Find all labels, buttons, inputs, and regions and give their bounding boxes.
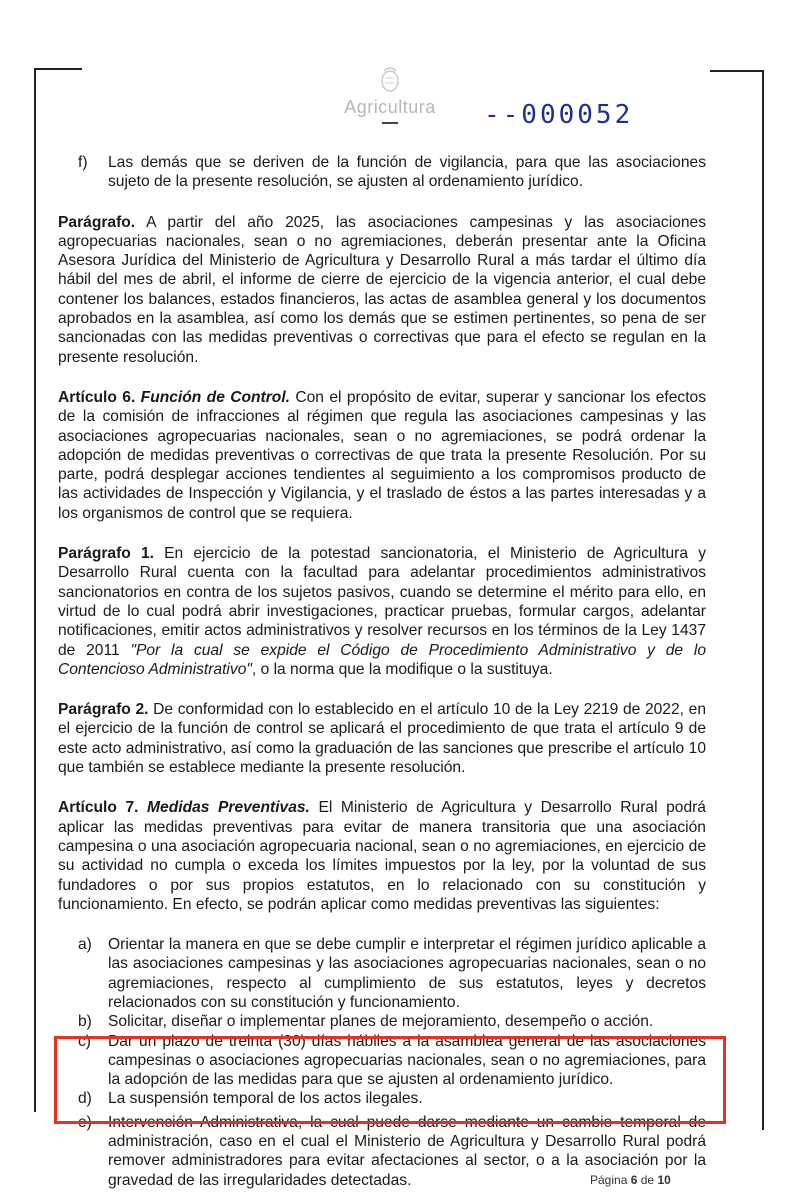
paragrafo-text: A partir del año 2025, las asociaciones campesinas y las asociaciones agropecuarias nacionales, sean o no agremiaciones, deberán presentar ante la Oficina Asesora Jurídica del Ministerio de Agricultura y Desarrollo Rural a más tardar el último día hábil del mes de abril, el informe de cierre de ejercicio de la vigencia anterior, el cual debe contener los balances, estados financieros, las actas de asamblea general y los documentos aprobados en la asamblea, así como los demás que se estimen pertinentes, so pena de ser sancionadas con las medidas preventivas o correctivas que para el efecto se regulan en la presente resolución.: [58, 213, 706, 366]
list-text: Intervención Administrativa, la cual puede darse mediante un cambio temporal de administración, caso en el cual el Ministerio de Agricultura y Desarrollo Rural podrá remover administradores para evitar afectaciones al sector, o a la asociación por la gravedad de las irregularidades detectadas.: [108, 1113, 706, 1189]
articulo-6-heading: Artículo 6.: [58, 388, 136, 406]
list-label: f): [78, 154, 88, 171]
list-label: c): [78, 1032, 91, 1050]
crop-mark-top-left-h: [34, 68, 82, 70]
list-label: a): [78, 936, 92, 954]
articulo-6-text: Con el propósito de evitar, superar y sancionar los efectos de la comisión de infracciones al régimen que regula las asociaciones campesinas y las asociaciones agropecuarias nacionales, sean o no agremiaciones, se podrá ordenar la adopción de medidas preventivas o correctivas de que trata la presente Resolución. Por su parte, podrá desplegar acciones tendientes al seguimiento a los compromisos producto de las actividades de Inspección y Vigilancia, y el traslado de éstos a las partes interesadas y a los organismos de control que se requiera.: [58, 388, 706, 522]
paragrafo-1-law-title: "Por la cual se expide el Código de Procedimiento Administrativo y de lo Contencioso Administrativo": [58, 641, 707, 678]
list-text: Solicitar, diseñar o implementar planes de mejoramiento, desempeño o acción.: [108, 1013, 654, 1031]
list-text: Orientar la manera en que se debe cumplir e interpretar el régimen jurídico aplicable a las asociaciones campesinas y las asociaciones agropecuarias nacionales, sean o no agremiaciones, respecto al cumplimiento de sus estatutos, leyes y decretos relacionados con su constitución y funcionamiento.: [108, 936, 706, 1011]
page-footer: [590, 1173, 671, 1187]
list-text: Las demás que se deriven de la función de vigilancia, para que las asociaciones sujeto de la presente resolución, se ajusten al ordenamiento jurídico.: [108, 154, 706, 191]
articulo-7-text: El Ministerio de Agricultura y Desarrollo Rural podrá aplicar las medidas preventivas para evitar de manera transitoria que una asociación campesina o una asociación agropecuaria nacional, sean o no agremiaciones, en ejercicio de su actividad no cumpla o exceda los límites impuestos por la ley, por la voluntad de sus fundadores o por sus propios estatutos, en lo relacionado con su constitución y funcionamiento. En efecto, se podrán aplicar como medidas preventivas las siguientes:: [58, 799, 706, 913]
list-text: Dar un plazo de treinta (30) días hábiles a la asamblea general de las asociaciones campesinas o asociaciones agropecuarias nacionales, sean o no agremiaciones, para la adopción de las medidas para que se ajusten al ordenamiento jurídico.: [108, 1032, 706, 1089]
list-label: b): [78, 1013, 92, 1031]
articulo-7-paragraph: [58, 798, 706, 914]
paragrafo-1-text: En ejercicio de la potestad sancionatoria, el Ministerio de Agricultura y Desarrollo Rural cuenta con la facultad para adelantar procedimientos administrativos sancionatorios en contra de los sujetos pasivos, cuando se determine el mérito para ello, en virtud de lo cual podrá abrir investigaciones, practicar pruebas, formular cargos, adelantar notificaciones, emitir actos administrativos y resolver recursos en los términos de la Ley 1437 de 2011: [58, 545, 707, 659]
crop-mark-top-right-h: [710, 70, 764, 72]
document-body: [58, 153, 706, 1190]
paragrafo-2-text: De conformidad con lo establecido en el artículo 10 de la Ley 2219 de 2022, en el ejercicio de la función de control se aplicará el procedimiento de que trata el artículo 9 de este acto administrativo, así como la graduación de las sanciones que prescribe el artículo 10 que también se establece mediante la presente resolución.: [58, 701, 706, 777]
ministry-logo: [330, 62, 450, 124]
articulo-6-title: Función de Control.: [140, 388, 290, 406]
paragrafo-1-paragraph: [58, 544, 706, 679]
paragrafo-1-tail: , o la norma que la modifique o la sustituya.: [251, 660, 553, 678]
articulo-7-heading: Artículo 7.: [58, 799, 139, 817]
list-item-f: [58, 153, 706, 192]
paragrafo-2-heading: Parágrafo 2.: [58, 701, 149, 719]
document-number: --000052: [484, 100, 634, 130]
logo-text: Agricultura: [344, 97, 436, 117]
list-label: e): [78, 1113, 92, 1131]
paragrafo-1-heading: Parágrafo 1.: [58, 545, 154, 563]
articulo-7-title: Medidas Preventivas.: [147, 799, 310, 817]
of-word: de: [640, 1173, 655, 1187]
highlight-box-item-e: [54, 1036, 726, 1124]
page-number: 6: [630, 1173, 638, 1187]
page-word: Página: [590, 1173, 628, 1187]
coat-of-arms-icon: [373, 62, 407, 96]
crop-mark-top-left-v: [34, 68, 36, 1112]
list-label: d): [78, 1090, 92, 1108]
logo-underline: [382, 122, 398, 124]
paragrafo-2-paragraph: [58, 700, 706, 777]
articulo-6-paragraph: [58, 388, 706, 523]
list-text: La suspensión temporal de los actos ilegales.: [108, 1090, 423, 1108]
paragrafo-paragraph: [58, 213, 706, 367]
list-item-a: [58, 935, 706, 1012]
paragrafo-heading: Parágrafo.: [58, 213, 136, 231]
list-item-b: [58, 1012, 706, 1031]
total-pages: 10: [657, 1173, 671, 1187]
crop-mark-top-right-v: [762, 70, 764, 1130]
